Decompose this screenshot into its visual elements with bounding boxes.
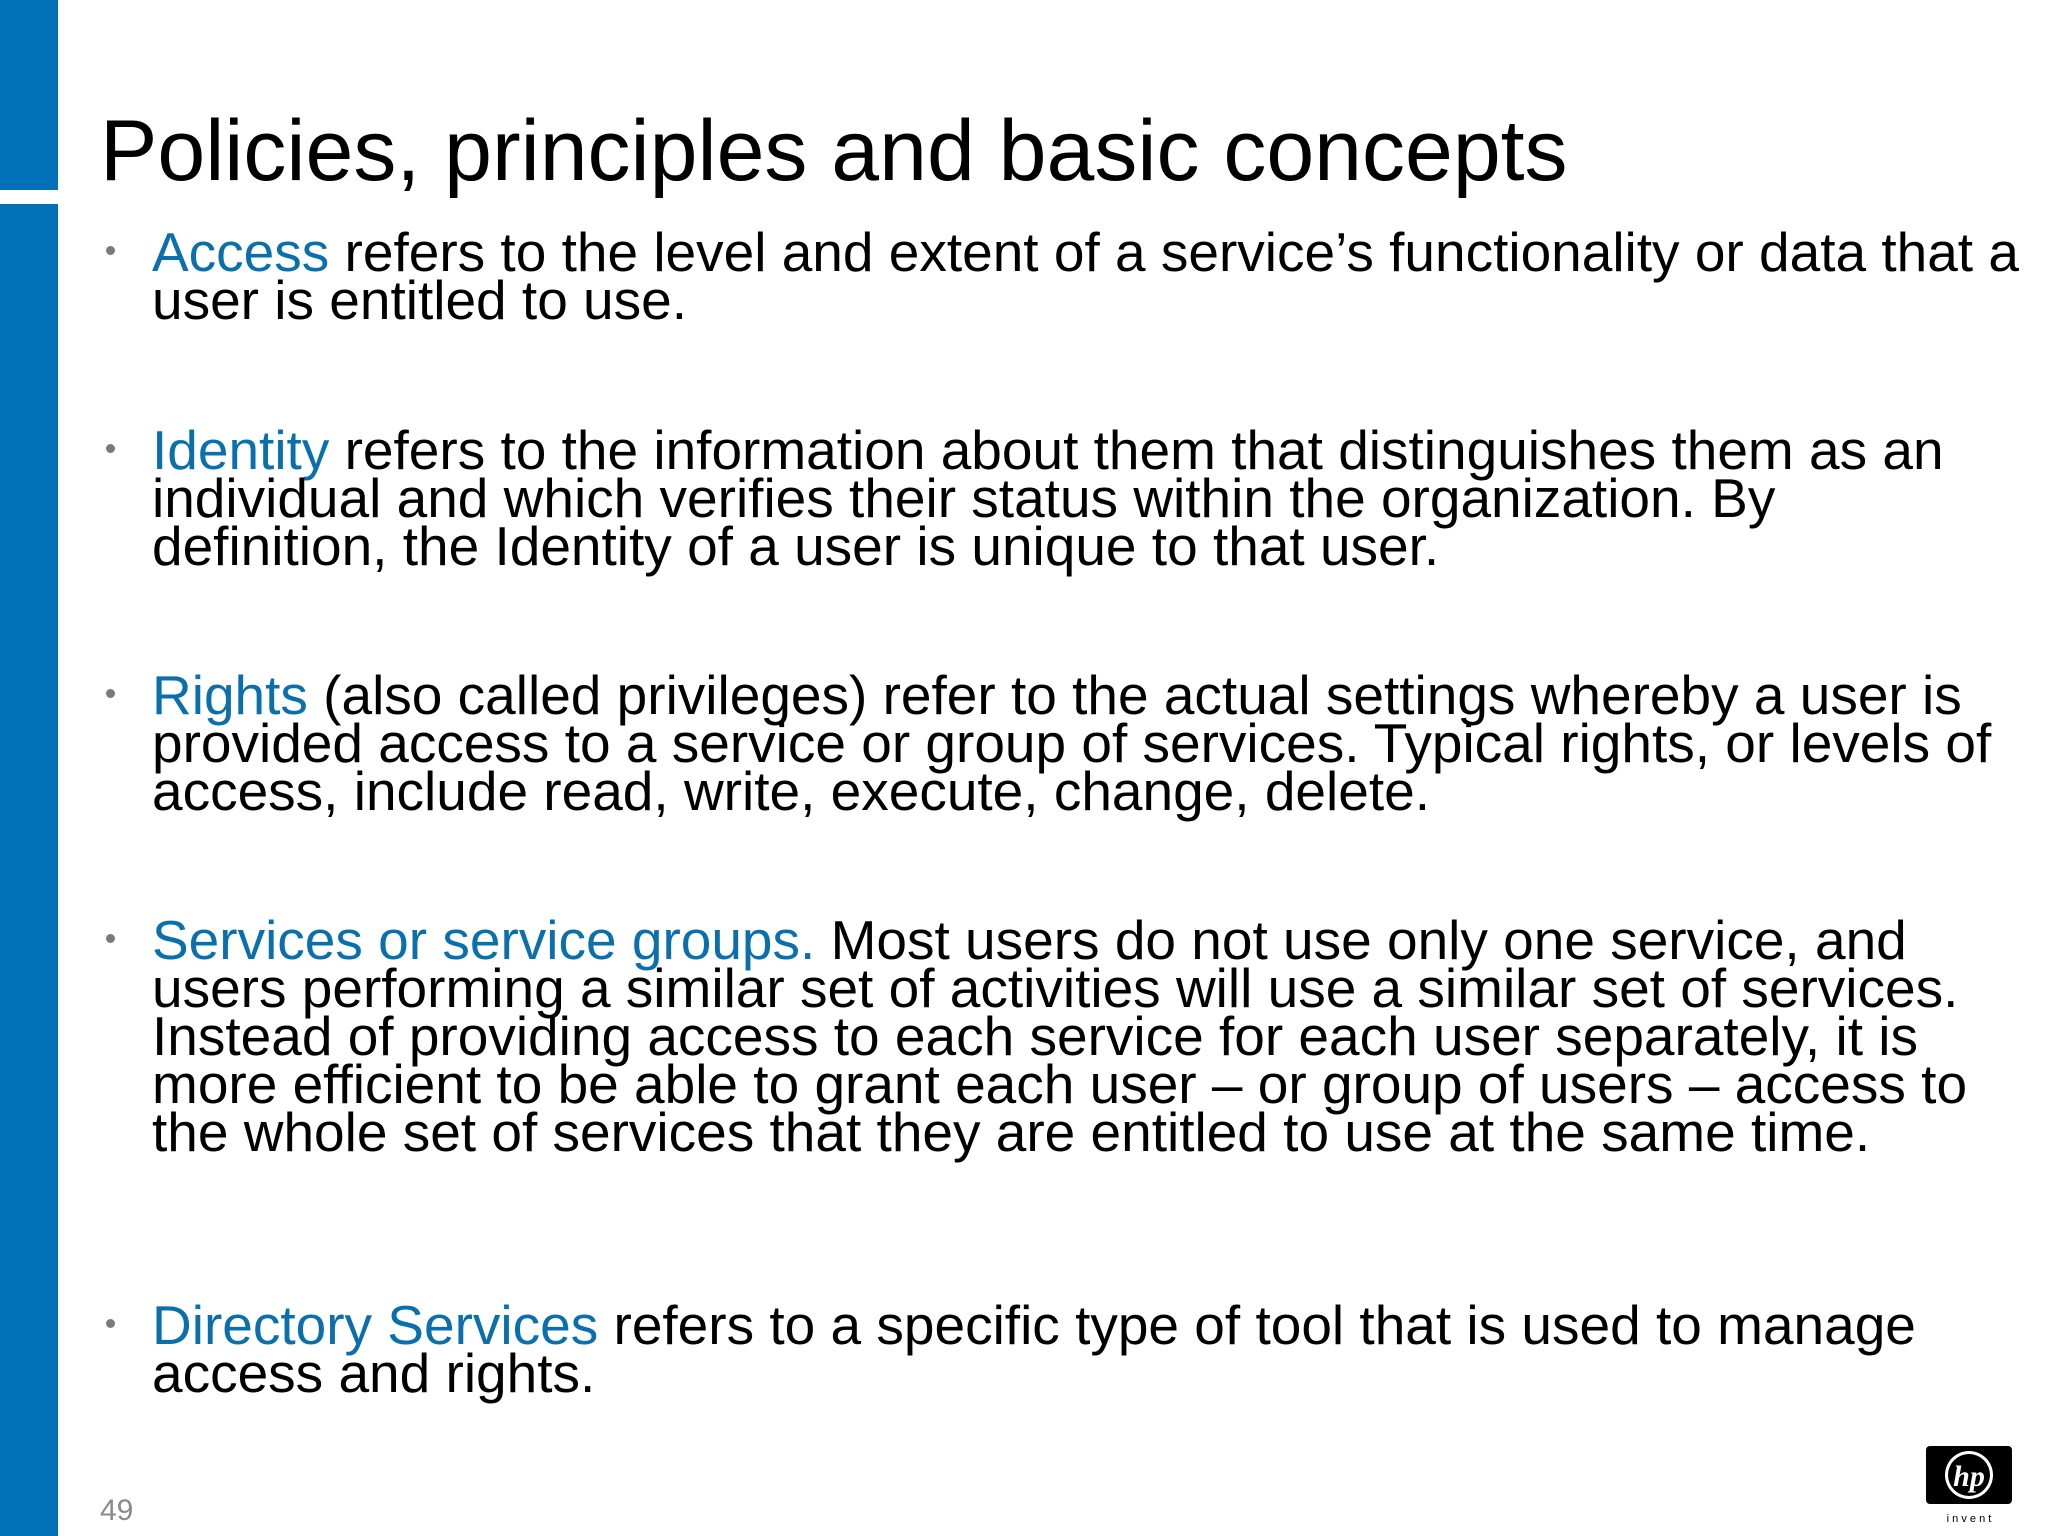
term-rights: Rights: [152, 664, 308, 726]
bullet-text: [152, 221, 2020, 331]
term-identity: Identity: [152, 419, 330, 481]
term-directory-services: Directory Services: [152, 1294, 599, 1356]
definition-identity: refers to the information about them that distinguishes them as an individual and which verifies their status within the organization. By definition, the Identity of a user is unique to that user.: [152, 419, 1944, 577]
bullet-text: [152, 909, 2020, 1163]
bullet-item-services: [100, 909, 2020, 1163]
definition-rights: (also called privileges) refer to the actual settings whereby a user is provided access to a service or group of services. Typical rights, or levels of access, include read, write, execute, change, delete.: [152, 664, 1992, 822]
bullet-item-identity: [100, 419, 2020, 577]
bullet-dot-icon: [106, 246, 115, 255]
bullet-dot-icon: [106, 444, 115, 453]
sidebar-accent-bottom: [0, 204, 58, 1536]
definition-services: Most users do not use only one service, and users performing a similar set of activities will use a similar set of services. Instead of providing access to each service for each user separately, it is more efficient to be able to grant each user – or group of users – access to the whole set of services that they are entitled to use at the same time.: [152, 909, 1968, 1163]
hp-logo-tagline: i n v e n t: [1946, 1513, 1992, 1525]
slide-title: Policies, principles and basic concepts: [100, 103, 1568, 199]
bullet-text: [152, 664, 2020, 822]
bullet-item-rights: [100, 664, 2020, 822]
hp-logo-text: hp: [1953, 1460, 1985, 1493]
bullet-text: [152, 419, 2020, 577]
bullet-dot-icon: [106, 689, 115, 698]
sidebar-accent-top: [0, 0, 58, 190]
slide-number: 49: [100, 1494, 134, 1527]
term-access: Access: [152, 221, 330, 283]
bullet-dot-icon: [106, 1319, 115, 1328]
bullet-item-directory-services: [100, 1294, 2020, 1404]
term-services: Services or service groups.: [152, 909, 816, 971]
bullet-dot-icon: [106, 934, 115, 943]
definition-access: refers to the level and extent of a service’s functionality or data that a user is entitled to use.: [152, 221, 2019, 331]
definition-directory-services: refers to a specific type of tool that is used to manage access and rights.: [152, 1294, 1916, 1404]
bullet-text: [152, 1294, 2020, 1404]
hp-logo-icon: [1924, 1444, 2014, 1526]
bullet-item-access: [100, 221, 2020, 331]
